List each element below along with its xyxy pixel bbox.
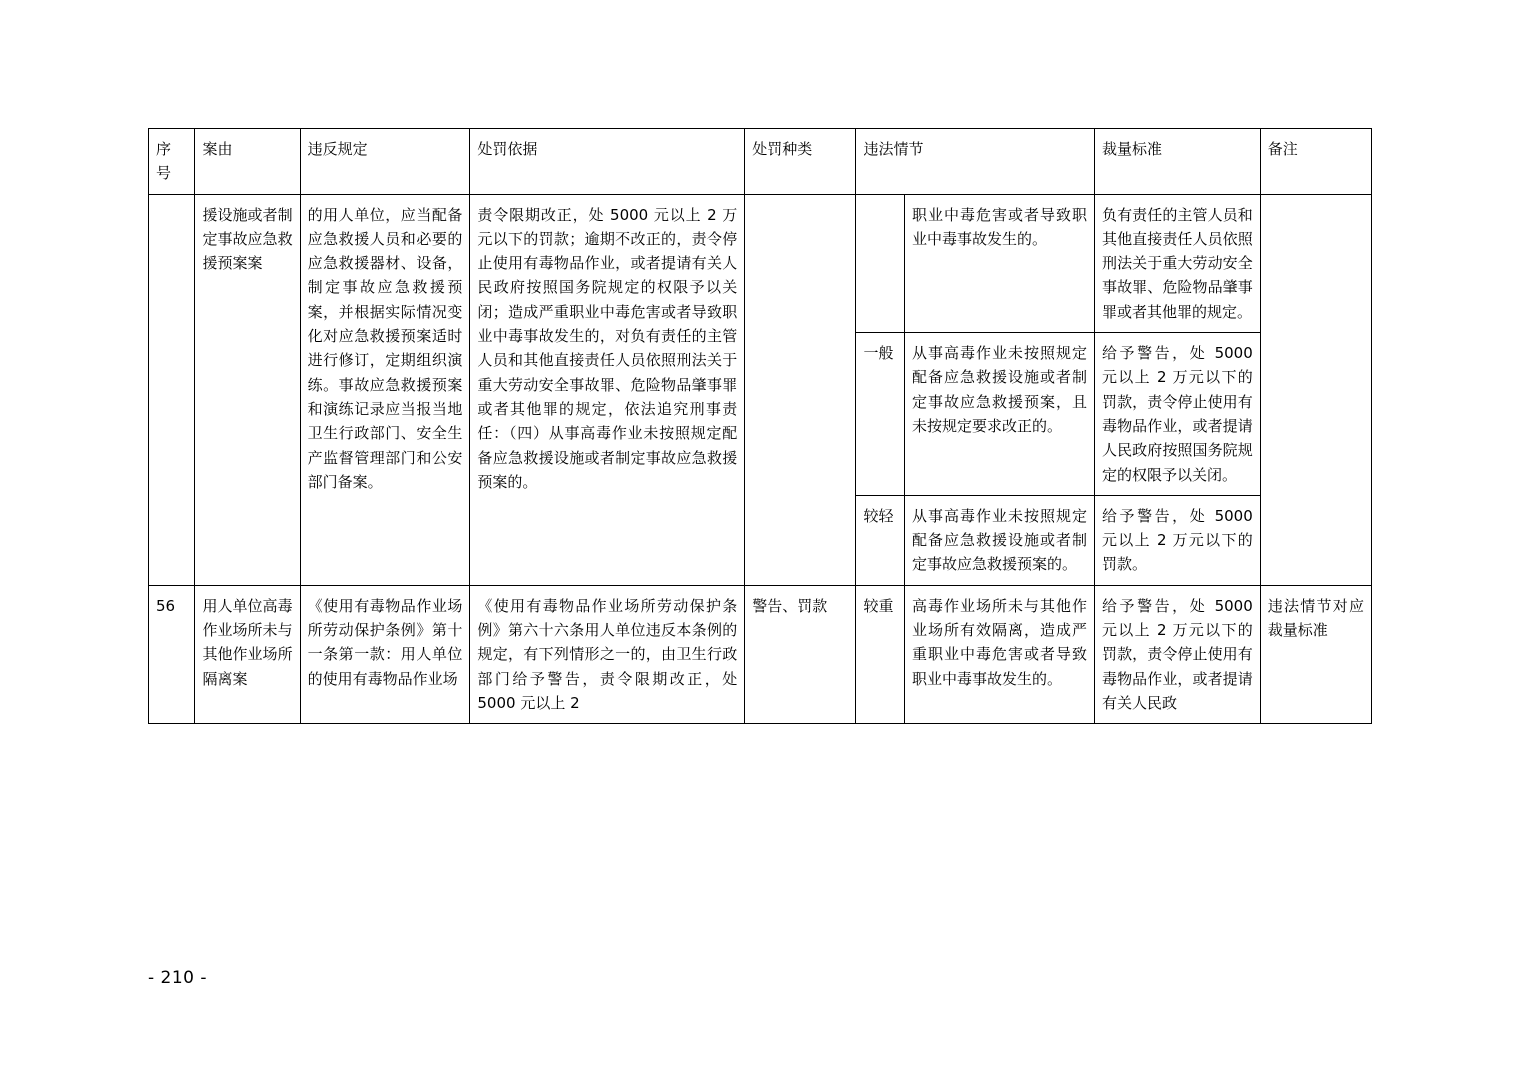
cell-violation: 《使用有毒物品作业场所劳动保护条例》第十一条第一款：用人单位的使用有毒物品作业场: [300, 585, 470, 723]
column-header-penalty-basis: 处罚依据: [470, 129, 745, 195]
cell-remark: 违法情节对应裁量标准: [1260, 585, 1371, 723]
cell-circumstance: 从事高毒作业未按照规定配备应急救援设施或者制定事故应急救援预案，且未按规定要求改正的。: [904, 333, 1094, 496]
table-header-row: [149, 129, 1372, 195]
cell-discretion-standard: 给予警告，处 5000 元以上 2 万元以下的罚款，责令停止使用有毒物品作业，或者提请有关人民政: [1095, 585, 1261, 723]
column-header-discretion-standard: 裁量标准: [1095, 129, 1261, 195]
table-row: [149, 194, 1372, 332]
cell-circumstance: 职业中毒危害或者导致职业中毒事故发生的。: [904, 194, 1094, 332]
column-header-seq-line1: 序: [156, 140, 172, 158]
column-header-penalty-type: 处罚种类: [745, 129, 856, 195]
cell-circumstance: 高毒作业场所未与其他作业场所有效隔离，造成严重职业中毒危害或者导致职业中毒事故发生的。: [904, 585, 1094, 723]
column-header-violation: 违反规定: [300, 129, 470, 195]
cell-case-reason: 援设施或者制定事故应急救援预案案: [195, 194, 300, 585]
cell-severity: [856, 194, 905, 332]
cell-penalty-type: [745, 194, 856, 585]
cell-penalty-basis: 《使用有毒物品作业场所劳动保护条例》第六十六条用人单位违反本条例的规定，有下列情形之一的，由卫生行政部门给予警告，责令限期改正，处 5000 元以上 2: [470, 585, 745, 723]
cell-penalty-type: 警告、罚款: [745, 585, 856, 723]
page-number: - 210 -: [148, 968, 208, 988]
cell-severity: 一般: [856, 333, 905, 496]
table-header: [149, 129, 1372, 195]
column-header-case-reason: 案由: [195, 129, 300, 195]
column-header-seq-line2: 号: [156, 164, 172, 183]
table-body: [149, 194, 1372, 724]
cell-severity: 较重: [856, 585, 905, 723]
column-header-seq: [149, 129, 195, 195]
table-row: [149, 585, 1372, 723]
column-header-illegal-circumstance: 违法情节: [856, 129, 1095, 195]
cell-discretion-standard: 给予警告，处 5000 元以上 2 万元以下的罚款。: [1095, 495, 1261, 585]
cell-seq: [149, 194, 195, 585]
cell-discretion-standard: 给予警告，处 5000 元以上 2 万元以下的罚款，责令停止使用有毒物品作业，或者提请人民政府按照国务院规定的权限予以关闭。: [1095, 333, 1261, 496]
cell-penalty-basis: 责令限期改正，处 5000 元以上 2 万元以下的罚款；逾期不改正的，责令停止使用有毒物品作业，或者提请有关人民政府按照国务院规定的权限予以关闭；造成严重职业中毒危害或者导致职业中毒事故发生的，对负有责任的主管人员和其他直接责任人员依照刑法关于重大劳动安全事故罪、危险物品肇事罪或者其他罪的规定，依法追究刑事责任：（四）从事高毒作业未按照规定配备应急救援设施或者制定事故应急救援预案的。: [470, 194, 745, 585]
cell-discretion-standard: 负有责任的主管人员和其他直接责任人员依照刑法关于重大劳动安全事故罪、危险物品肇事罪或者其他罪的规定。: [1095, 194, 1261, 332]
cell-seq: 56: [149, 585, 195, 723]
cell-remark: [1260, 194, 1371, 585]
cell-severity: 较轻: [856, 495, 905, 585]
column-header-remark: 备注: [1260, 129, 1371, 195]
cell-violation: 的用人单位，应当配备应急救援人员和必要的应急救援器材、设备，制定事故应急救援预案，并根据实际情况变化对应急救援预案适时进行修订，定期组织演练。事故应急救援预案和演练记录应当报当地卫生行政部门、安全生产监督管理部门和公安部门备案。: [300, 194, 470, 585]
cell-circumstance: 从事高毒作业未按照规定配备应急救援设施或者制定事故应急救援预案的。: [904, 495, 1094, 585]
cell-case-reason: 用人单位高毒作业场所未与其他作业场所隔离案: [195, 585, 300, 723]
discretion-standard-table: [148, 128, 1372, 724]
